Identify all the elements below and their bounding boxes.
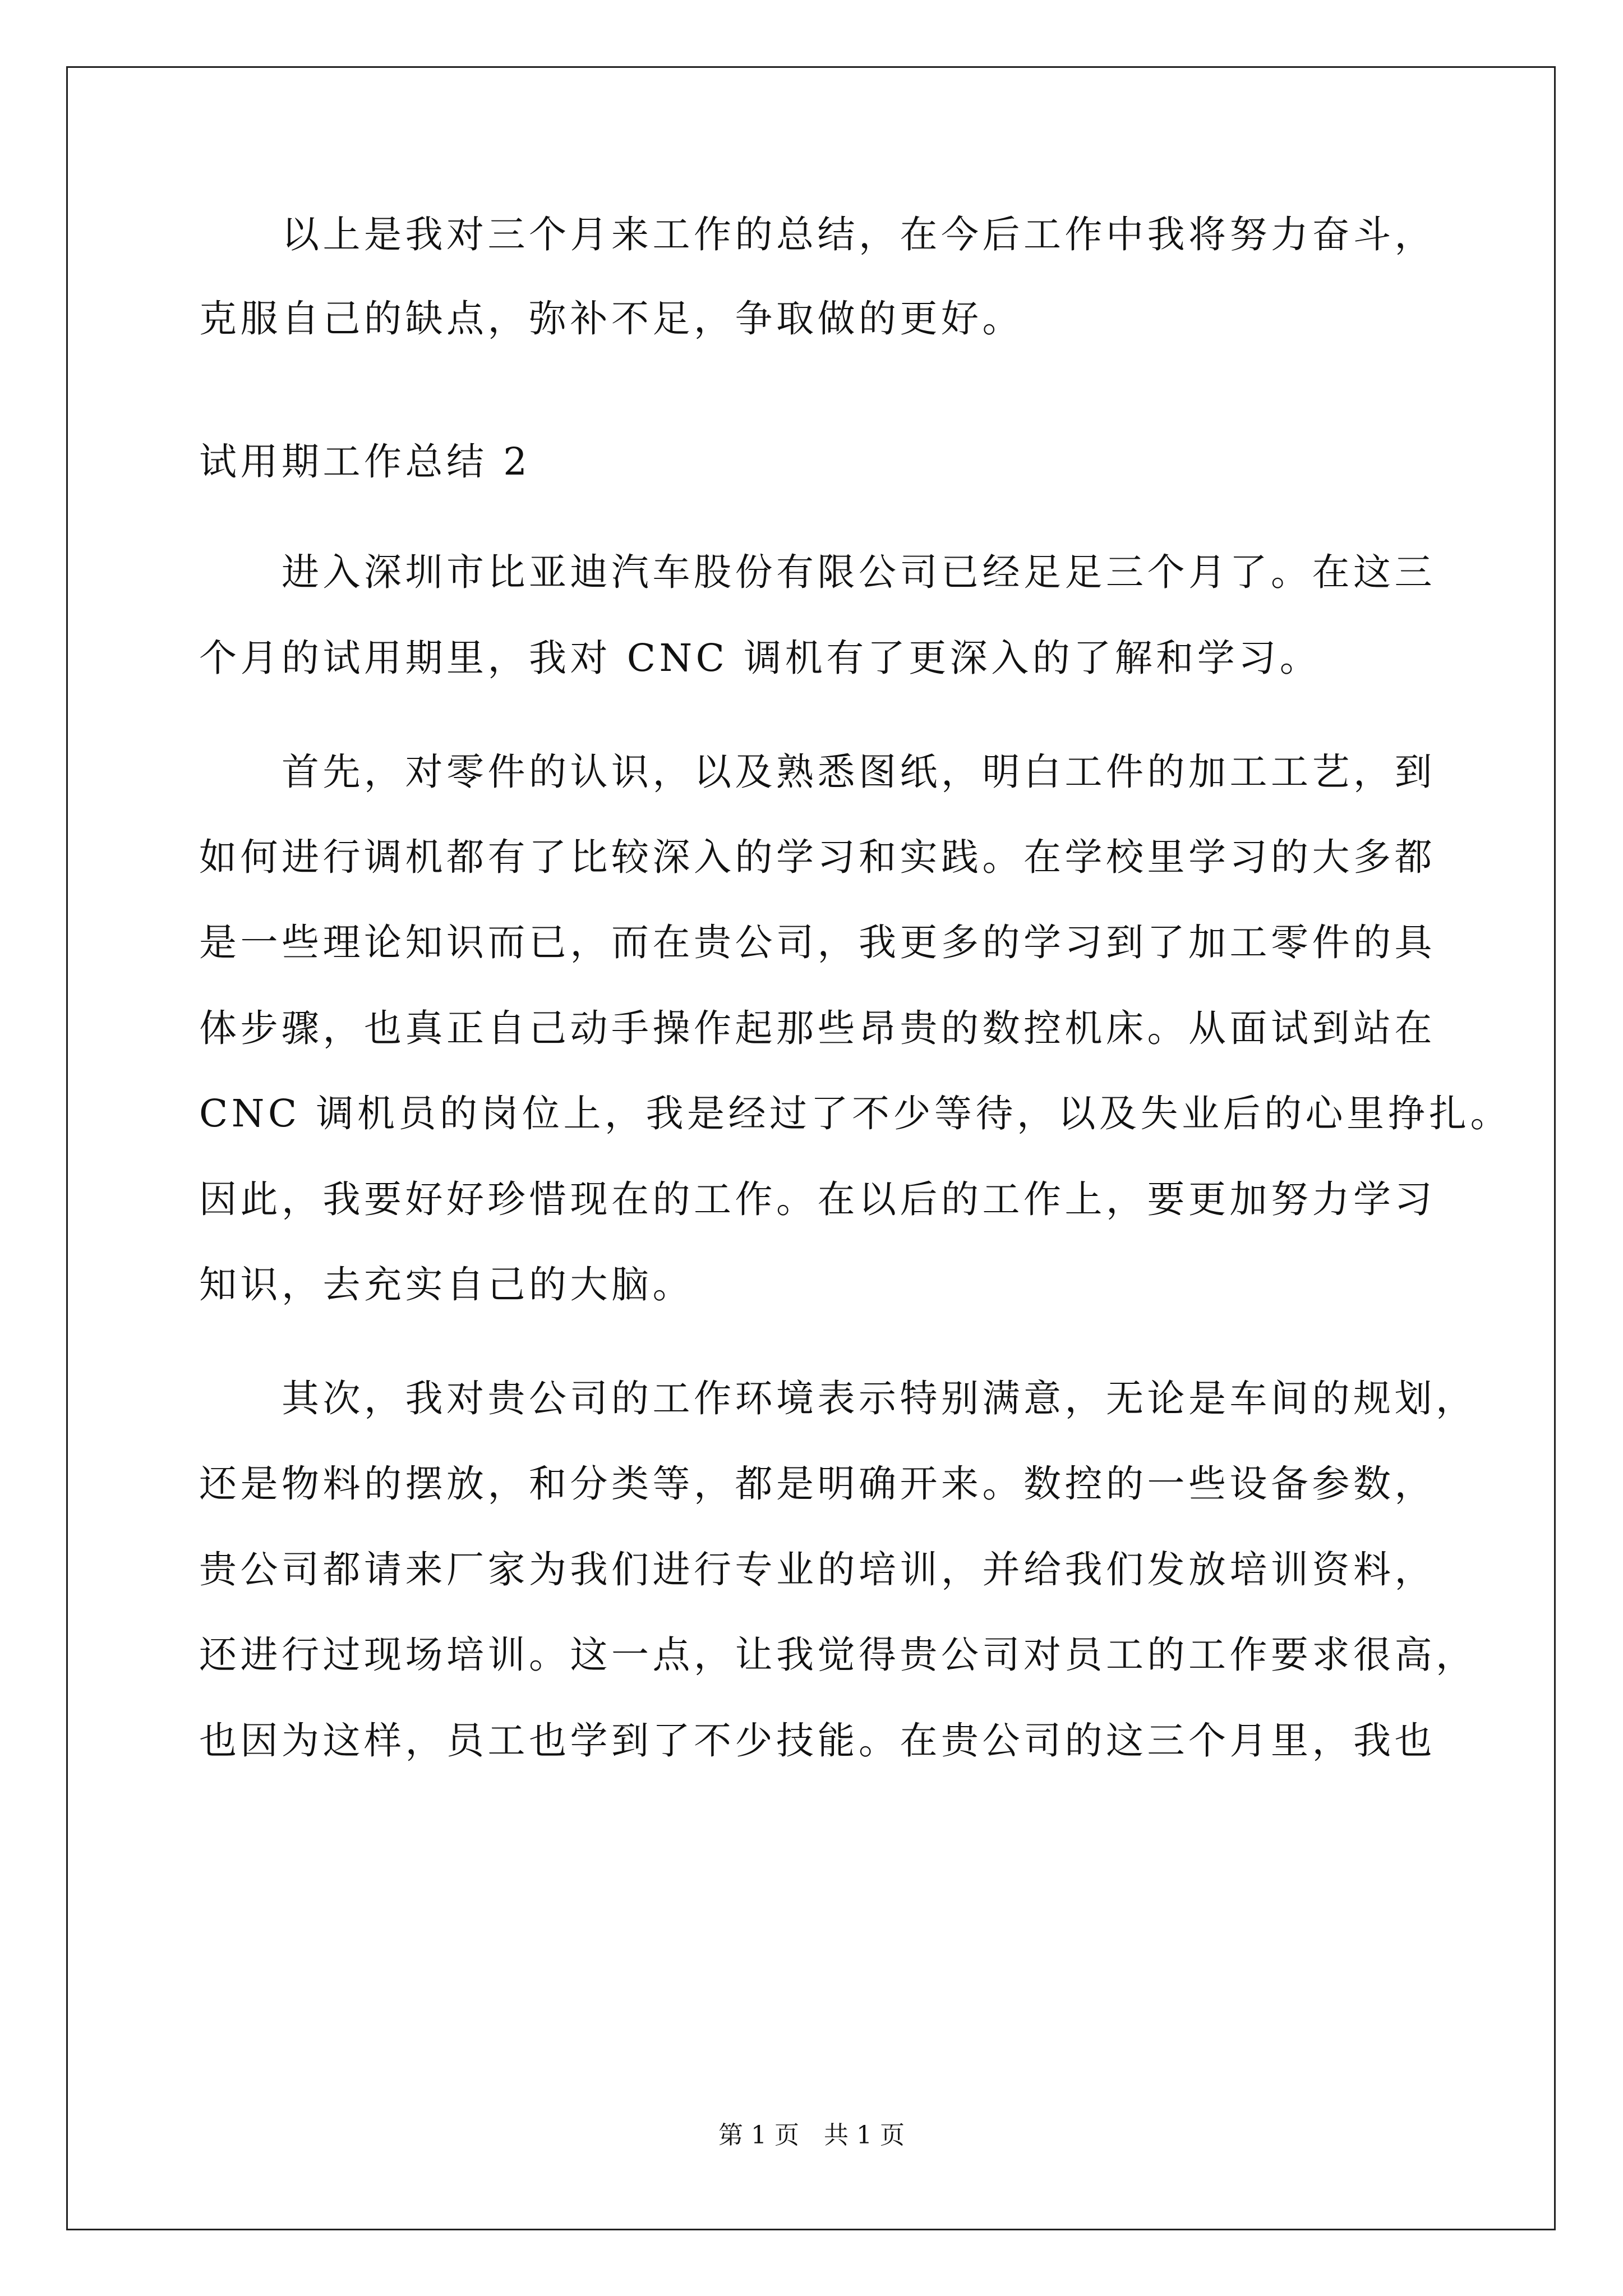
paragraph-line: 还是物料的摆放，和分类等，都是明确开来。数控的一些设备参数， [199,1462,1436,1506]
paragraph-line: 是一些理论知识而已，而在贵公司，我更多的学习到了加工零件的具 [199,921,1436,964]
paragraph-line: 克服自己的缺点，弥补不足，争取做的更好。 [199,297,1023,341]
paragraph-line: CNC 调机员的岗位上，我是经过了不少等待，以及失业后的心里挣扎。 [199,1092,1511,1135]
paragraph-line: 其次，我对贵公司的工作环境表示特别满意，无论是车间的规划， [199,1377,1477,1420]
paragraph-line: 进入深圳市比亚迪汽车股份有限公司已经足足三个月了。在这三 [199,550,1436,594]
paragraph-line: 体步骤，也真正自己动手操作起那些昂贵的数控机床。从面试到站在 [199,1006,1436,1050]
paragraph-line: 因此，我要好好珍惜现在的工作。在以后的工作上，要更加努力学习 [199,1177,1436,1221]
paragraph-line: 还进行过现场培训。这一点，让我觉得贵公司对员工的工作要求很高， [199,1633,1477,1677]
page-border [66,66,1556,2230]
page-number-footer: 第 1 页 共 1 页 [718,2121,905,2150]
paragraph-line: 也因为这样，员工也学到了不少技能。在贵公司的这三个月里，我也 [199,1719,1436,1763]
paragraph-line: 如何进行调机都有了比较深入的学习和实践。在学校里学习的大多都 [199,835,1436,879]
paragraph-line: 个月的试用期里，我对 CNC 调机有了更深入的了解和学习。 [199,636,1321,680]
paragraph-line: 知识，去充实自己的大脑。 [199,1263,694,1306]
section-heading: 试用期工作总结 2 [199,440,531,484]
paragraph-line: 首先，对零件的认识，以及熟悉图纸，明白工件的加工工艺，到 [199,750,1436,794]
paragraph-line: 贵公司都请来厂家为我们进行专业的培训，并给我们发放培训资料， [199,1548,1436,1591]
paragraph-line: 以上是我对三个月来工作的总结，在今后工作中我将努力奋斗， [199,213,1436,256]
